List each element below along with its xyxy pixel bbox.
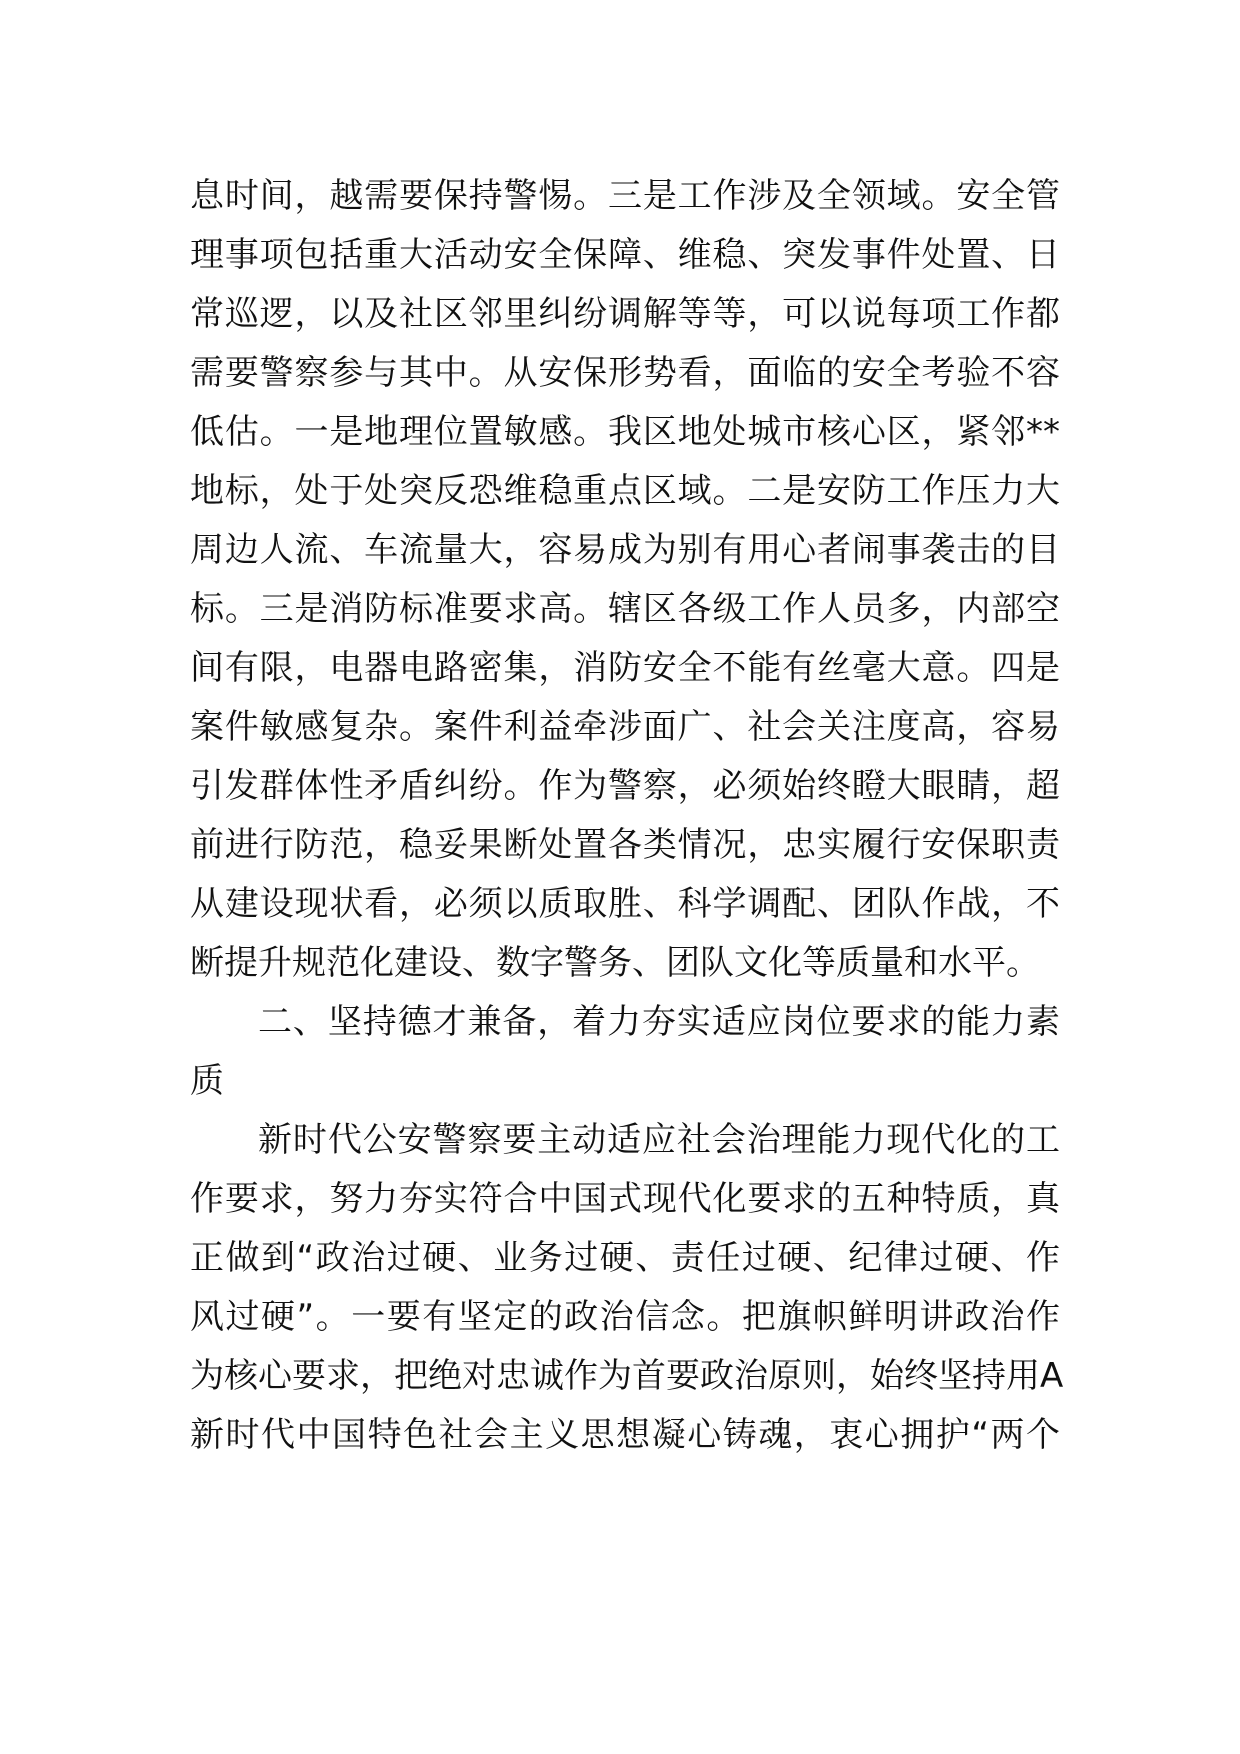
text-line: 断提升规范化建设、数字警务、团队文化等质量和水平。 bbox=[190, 943, 1040, 983]
text-line: 为核心要求，把绝对忠诚作为首要政治原则，始终坚持用A bbox=[190, 1356, 1064, 1396]
text-line: 引发群体性矛盾纠纷。作为警察，必须始终瞪大眼睛，超 bbox=[190, 766, 1060, 806]
text-line: 标。三是消防标准要求高。辖区各级工作人员多，内部空 bbox=[190, 589, 1060, 629]
paragraph-first-line: 新时代公安警察要主动适应社会治理能力现代化的工 bbox=[258, 1120, 1060, 1160]
text-line: 息时间，越需要保持警惕。三是工作涉及全领域。安全管 bbox=[190, 176, 1060, 216]
text-line: 作要求，努力夯实符合中国式现代化要求的五种特质，真 bbox=[190, 1179, 1060, 1219]
text-line: 从建设现状看，必须以质取胜、科学调配、团队作战，不 bbox=[190, 884, 1060, 924]
text-line: 周边人流、车流量大，容易成为别有用心者闹事袭击的目 bbox=[190, 530, 1060, 570]
text-line: 风过硬”。一要有坚定的政治信念。把旗帜鲜明讲政治作 bbox=[190, 1297, 1060, 1337]
text-line: 低估。一是地理位置敏感。我区地处城市核心区，紧邻** bbox=[190, 412, 1060, 452]
text-line: 需要警察参与其中。从安保形势看，面临的安全考验不容 bbox=[190, 353, 1060, 393]
section-heading-continued: 质 bbox=[190, 1061, 224, 1101]
text-line: 常巡逻，以及社区邻里纠纷调解等等，可以说每项工作都 bbox=[190, 294, 1060, 334]
section-heading: 二、坚持德才兼备，着力夯实适应岗位要求的能力素 bbox=[258, 1002, 1060, 1042]
text-line: 新时代中国特色社会主义思想凝心铸魂，衷心拥护“两个 bbox=[190, 1415, 1060, 1455]
text-line: 间有限，电器电路密集，消防安全不能有丝毫大意。四是 bbox=[190, 648, 1060, 688]
text-line: 地标，处于处突反恐维稳重点区域。二是安防工作压力大 bbox=[190, 471, 1060, 511]
text-line: 理事项包括重大活动安全保障、维稳、突发事件处置、日 bbox=[190, 235, 1060, 275]
text-line: 正做到“政治过硬、业务过硬、责任过硬、纪律过硬、作 bbox=[190, 1238, 1060, 1278]
text-line: 前进行防范，稳妥果断处置各类情况，忠实履行安保职责 bbox=[190, 825, 1060, 865]
text-line: 案件敏感复杂。案件利益牵涉面广、社会关注度高，容易 bbox=[190, 707, 1060, 747]
